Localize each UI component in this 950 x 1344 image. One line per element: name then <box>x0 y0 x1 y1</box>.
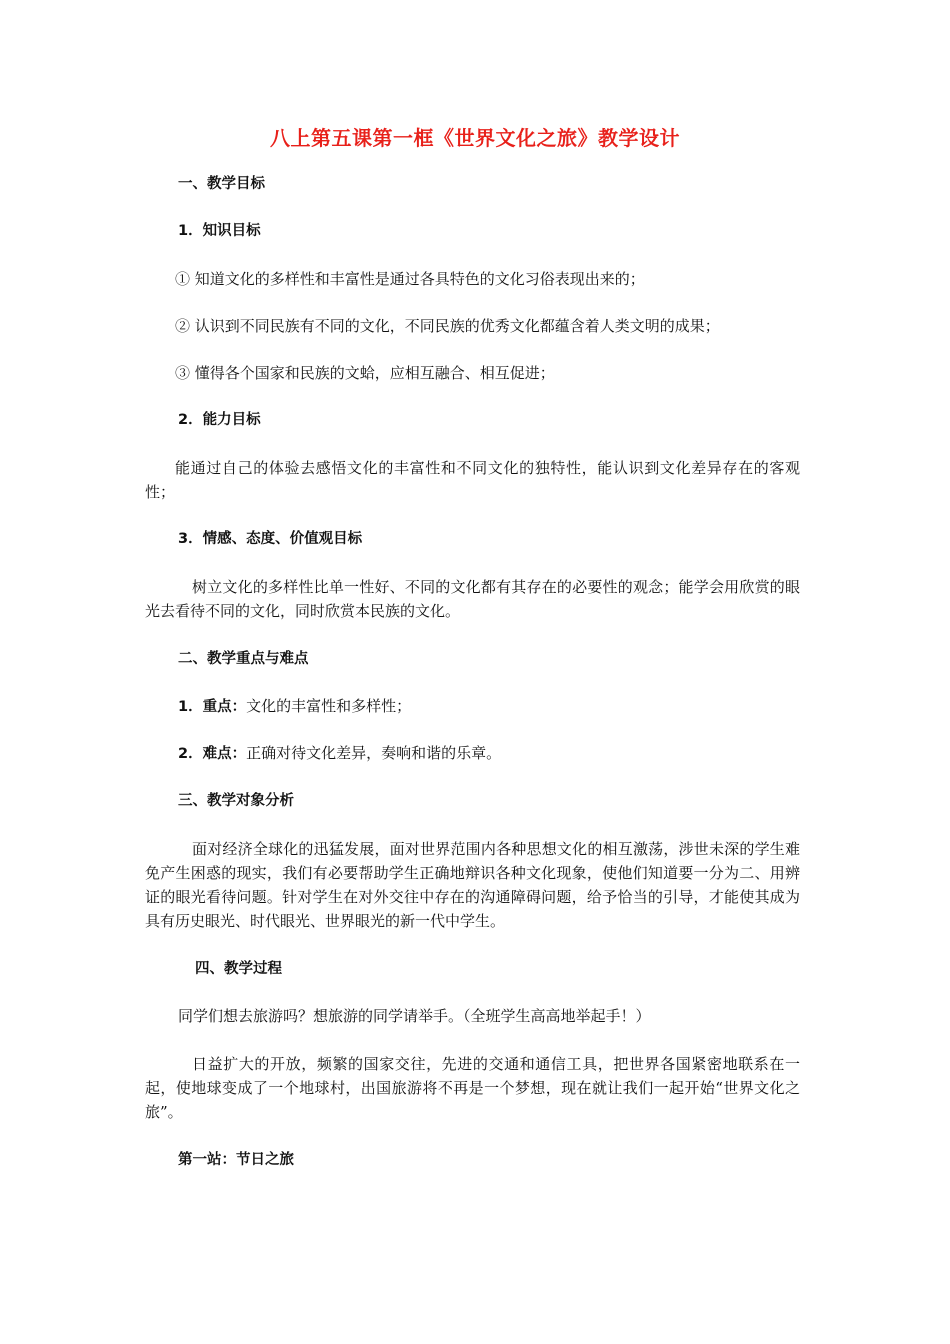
ability-paragraph: 能通过自己的体验去感悟文化的丰富性和不同文化的独特性，能认识到文化差异存在的客观性； <box>145 459 800 501</box>
subheading-ability: 2．能力目标 <box>178 412 261 428</box>
station-heading: 第一站：节日之旅 <box>178 1152 294 1168</box>
section-heading-analysis: 三、教学对象分析 <box>178 793 294 809</box>
keypoint-text: 文化的丰富性和多样性； <box>246 697 412 715</box>
knowledge-item-2: ② 认识到不同民族有不同的文化，不同民族的优秀文化都蕴含着人类文明的成果； <box>175 317 720 335</box>
document-title: 八上第五课第一框《世界文化之旅》教学设计 <box>270 126 680 150</box>
analysis-paragraph: 面对经济全球化的迅猛发展，面对世界范围内各种思想文化的相互激荡，涉世未深的学生难免产生困惑的现实，我们有必要帮助学生正确地辩识各种文化现象，使他们知道要一分为二、用辨证的眼光看待问题。针对学生在对外交往中存在的沟通障碍问题，给予恰当的引导，才能使其成为具有历史眼光、时代眼光、世界眼光的新一代中学生。 <box>145 840 800 930</box>
emotion-paragraph: 树立文化的多样性比单一性好、不同的文化都有其存在的必要性的观念；能学会用欣赏的眼光去看待不同的文化，同时欣赏本民族的文化。 <box>145 578 800 620</box>
difficulty-text: 正确对待文化差异，奏响和谐的乐章。 <box>246 744 502 762</box>
subheading-emotion: 3．情感、态度、价值观目标 <box>178 531 363 547</box>
section-heading-objectives: 一、教学目标 <box>178 176 265 192</box>
intro-line: 同学们想去旅游吗？想旅游的同学请举手。（全班学生高高地举起手！） <box>178 1007 651 1025</box>
section-heading-process: 四、教学过程 <box>195 961 282 977</box>
difficulty-line <box>178 741 501 766</box>
intro-paragraph: 日益扩大的开放，频繁的国家交往，先进的交通和通信工具，把世界各国紧密地联系在一起，使地球变成了一个地球村，出国旅游将不再是一个梦想，现在就让我们一起开始“世界文化之旅”。 <box>145 1055 800 1121</box>
keypoint-line <box>178 694 411 719</box>
knowledge-item-3: ③ 懂得各个国家和民族的文蛤，应相互融合、相互促进； <box>175 364 555 382</box>
section-heading-keypoints: 二、教学重点与难点 <box>178 651 309 667</box>
subheading-knowledge: 1．知识目标 <box>178 223 261 239</box>
knowledge-item-1: ① 知道文化的多样性和丰富性是通过各具特色的文化习俗表现出来的； <box>175 270 645 288</box>
keypoint-label: 1．重点： <box>178 699 247 715</box>
difficulty-label: 2．难点： <box>178 746 247 762</box>
